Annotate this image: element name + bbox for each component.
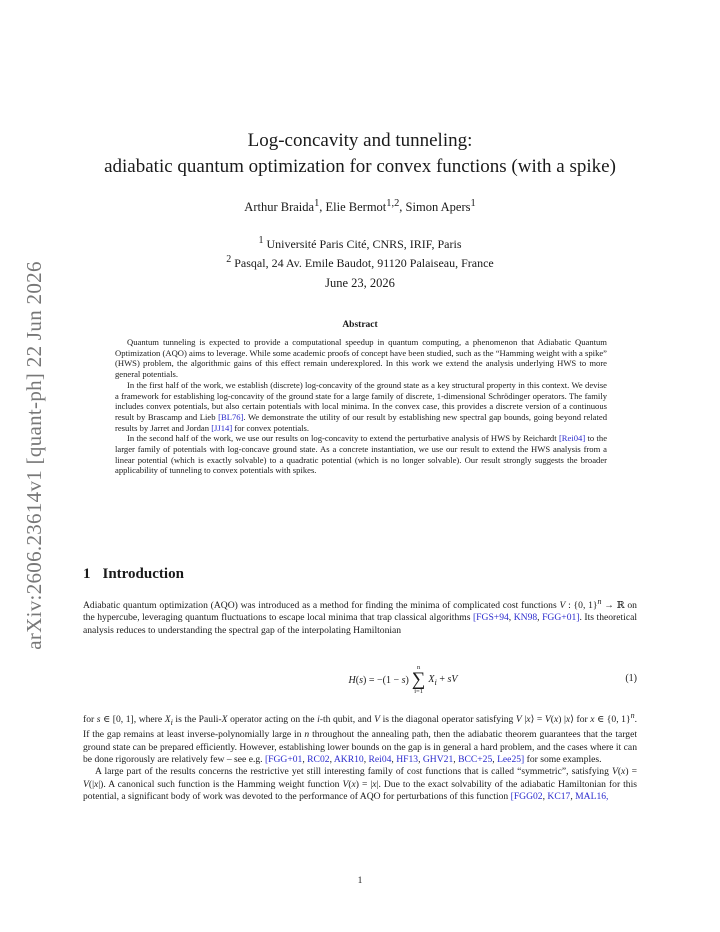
citation-link[interactable]: RC02 bbox=[307, 753, 330, 765]
citation-link[interactable]: [Rei04] bbox=[558, 433, 586, 444]
citation-link[interactable]: GHV21 bbox=[422, 753, 454, 765]
citation-link[interactable]: FGG+01] bbox=[542, 612, 580, 624]
citation-link[interactable]: KC17 bbox=[547, 790, 571, 802]
citation-link[interactable]: Lee25] bbox=[497, 753, 525, 765]
abstract-paragraph: Quantum tunneling is expected to provide a computational speedup in quantum computing, a phenomenon that Adiabatic Quantum Optimization (AQO) aims to leverage. While some academic proofs of concept have been studied, such as the “Hamming weight with a spike” (HWS) problem, the algorithmic gains of this effect remain underexplored. In this work we extend the analysis underlying HWS to more general potentials. bbox=[115, 337, 607, 380]
body-paragraph: for s ∈ [0, 1], where $X_i$ is the Pauli-X operator acting on the i-th qubit, and V is the diagonal operator satisfying V |x⟩ = V(x) |x⟩ for x ∈ {0, 1}$^n$. If the gap remains at least inverse-polynomially large in n throughout the annealing path, then the adiabatic theorem guarantees that the target ground state can be prepared efficiently. However, establishing lower bounds on the gap is in general a hard problem, and the cases where it can be done rigorously are relatively few – see e.g. [FGG+01, RC02, AKR10, Rei04, HF13, GHV21, BCC+25, Lee25] for some examples. bbox=[83, 711, 637, 765]
intro-paragraph: Adiabatic quantum optimization (AQO) was introduced as a method for finding the minima of complicated cost functions V : {0, 1}$^n$ → ℝ on the hypercube, leveraging quantum fluctuations to escape local minima that trap classical algorithms [FGS+94, KN98, FGG+01]. Its theoretical analysis reduces to understanding the spectral gap of the interpolating Hamiltonian bbox=[83, 597, 638, 636]
paper-title bbox=[0, 128, 720, 180]
equation-number: (1) bbox=[625, 673, 637, 684]
summation-operator: n ∑ i=1 bbox=[411, 663, 426, 695]
section-title: Introduction bbox=[102, 566, 184, 582]
affiliation-line: $^2$ Pasqal, 24 Av. Emile Baudot, 91120 Palaiseau, France bbox=[226, 254, 494, 270]
equation-body: H(s) = −(1 − s) n ∑ i=1 $X_i$ + sV bbox=[348, 663, 458, 695]
author-affiliation-mark: 1 bbox=[470, 198, 476, 209]
sum-lower-limit: i=1 bbox=[414, 688, 423, 695]
citation-link[interactable]: HF13 bbox=[396, 753, 419, 765]
affiliation-list bbox=[0, 233, 720, 271]
page-number: 1 bbox=[357, 876, 363, 886]
citation-link[interactable]: [BL76] bbox=[218, 411, 244, 422]
body-text-after-equation bbox=[83, 710, 637, 803]
author-name: Elie Bermot bbox=[325, 200, 387, 215]
abstract-heading: Abstract bbox=[342, 320, 378, 330]
citation-link[interactable]: [FGG+01 bbox=[264, 753, 303, 765]
author-name: Simon Apers bbox=[405, 200, 471, 215]
sum-upper-limit: n bbox=[416, 663, 421, 671]
arxiv-identifier-stamp bbox=[18, 250, 50, 660]
paper-date: June 23, 2026 bbox=[325, 276, 395, 290]
author-list: Arthur Braida$^1$, Elie Bermot$^{1,2}$, Simon Apers$^1$ bbox=[244, 198, 476, 215]
equation-hamiltonian bbox=[83, 660, 637, 700]
author-affiliation-mark: 1,2 bbox=[386, 198, 400, 209]
citation-link[interactable]: [JJ14] bbox=[211, 422, 233, 433]
citation-link[interactable]: BCC+25 bbox=[458, 753, 493, 765]
section-heading-introduction bbox=[83, 566, 184, 583]
citation-link[interactable]: Rei04 bbox=[368, 753, 392, 765]
citation-link[interactable]: [FGG02 bbox=[510, 790, 543, 802]
abstract-paragraph: In the second half of the work, we use our results on log-concavity to extend the perturbative analysis of HWS by Reichardt [Rei04] to the larger family of potentials with log-concave ground state. As a concrete instantiation, we use our result to extend the HWS analysis from a linear potential (which is exactly solvable) to a quadratic potential (which is no longer solvable). Our result strongly suggests the broader applicability of tunneling to convex potentials with spikes. bbox=[115, 433, 608, 476]
author-affiliation-mark: 1 bbox=[314, 198, 320, 209]
citation-link[interactable]: KN98 bbox=[513, 612, 538, 624]
author-name: Arthur Braida bbox=[244, 200, 315, 215]
affiliation-line: $^1$ Université Paris Cité, CNRS, IRIF, Paris bbox=[258, 235, 462, 251]
citation-link[interactable]: AKR10 bbox=[333, 753, 364, 765]
body-paragraph: A large part of the results concerns the restrictive yet still interesting family of cost functions that is called “symmetric”, satisfying V(x) = V(|x|). A canonical such function is the Hamming weight function V(x) = |x|. Due to the exact solvability of the adiabatic Hamiltonian for this potential, a significant body of work was devoted to the performance of AQO for perturbations of this function [FGG02, KC17, MAL16, bbox=[83, 766, 638, 802]
arxiv-identifier-text: arXiv:2606.23614v1 [quant-ph] 22 Jun 2026 bbox=[21, 260, 46, 650]
title-line-1: Log-concavity and tunneling: bbox=[247, 130, 473, 151]
citation-link[interactable]: MAL16, bbox=[575, 790, 609, 802]
abstract-paragraph: In the first half of the work, we establish (discrete) log-concavity of the ground state as a key structural property in this context. We devise a framework for establishing log-concavity of the ground state for a large family of discrete, 1-dimensional Schrödinger operators. The family includes convex potentials, but also certain potentials with local minima. In the convex case, this provides a discrete version of a continuous result by Brascamp and Lieb [BL76]. We demonstrate the utility of our result by establishing new spectral gap bounds, going beyond related results by Jarret and Jordan [JJ14] for convex potentials. bbox=[115, 379, 607, 433]
section-number: 1 bbox=[83, 566, 91, 582]
title-line-2: adiabatic quantum optimization for convex functions (with a spike) bbox=[104, 156, 616, 177]
abstract-body bbox=[115, 337, 607, 476]
citation-link[interactable]: [FGS+94 bbox=[472, 612, 509, 624]
